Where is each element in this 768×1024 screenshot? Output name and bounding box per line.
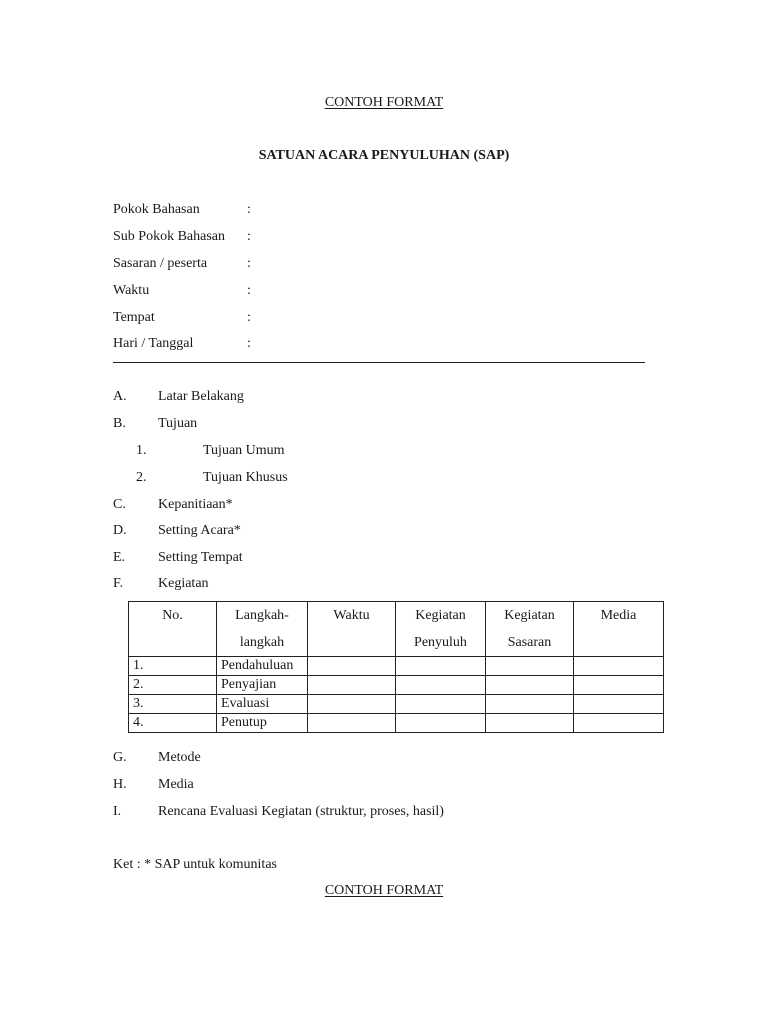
row-no: 2. xyxy=(129,676,217,695)
row-cell-empty xyxy=(486,695,574,714)
section-letter: I. xyxy=(113,804,122,819)
section-kepanitiaan: Kepanitiaan* xyxy=(158,497,233,512)
section-letter: E. xyxy=(113,550,126,565)
subsection-tujuan-umum: Tujuan Umum xyxy=(203,443,285,458)
row-cell-empty xyxy=(486,657,574,676)
field-label-pokok-bahasan: Pokok Bahasan xyxy=(113,202,200,217)
subsection-number: 2. xyxy=(136,470,147,485)
header-waktu: Waktu xyxy=(308,602,396,657)
row-no: 1. xyxy=(129,657,217,676)
subsection-tujuan-khusus: Tujuan Khusus xyxy=(203,470,288,485)
row-step: Evaluasi xyxy=(217,695,308,714)
row-cell-empty xyxy=(396,714,486,733)
section-kegiatan: Kegiatan xyxy=(158,576,209,591)
row-no: 4. xyxy=(129,714,217,733)
header-kegiatan-sasaran: Kegiatan Sasaran xyxy=(486,602,574,657)
footnote: Ket : * SAP untuk komunitas xyxy=(113,857,277,872)
field-colon: : xyxy=(247,229,251,244)
row-cell-empty xyxy=(396,676,486,695)
row-cell-empty xyxy=(396,657,486,676)
section-letter: B. xyxy=(113,416,126,431)
row-step: Penyajian xyxy=(217,676,308,695)
section-setting-acara: Setting Acara* xyxy=(158,523,241,538)
main-title: SATUAN ACARA PENYULUHAN (SAP) xyxy=(258,148,510,163)
field-label-hari-tanggal: Hari / Tanggal xyxy=(113,336,194,351)
section-setting-tempat: Setting Tempat xyxy=(158,550,243,565)
header-kegiatan-penyuluh: Kegiatan Penyuluh xyxy=(396,602,486,657)
row-step: Penutup xyxy=(217,714,308,733)
field-label-sub-pokok-bahasan: Sub Pokok Bahasan xyxy=(113,229,225,244)
section-latar-belakang: Latar Belakang xyxy=(158,389,244,404)
table-row xyxy=(129,657,664,676)
row-cell-empty xyxy=(574,714,664,733)
section-letter: D. xyxy=(113,523,127,538)
table-row xyxy=(129,714,664,733)
row-cell-empty xyxy=(396,695,486,714)
section-letter: F. xyxy=(113,576,124,591)
field-colon: : xyxy=(247,336,251,351)
table-header-row xyxy=(129,602,664,657)
row-cell-empty xyxy=(308,714,396,733)
kegiatan-table xyxy=(128,601,664,733)
row-cell-empty xyxy=(486,676,574,695)
row-step: Pendahuluan xyxy=(217,657,308,676)
section-letter: H. xyxy=(113,777,127,792)
section-tujuan: Tujuan xyxy=(158,416,198,431)
section-media: Media xyxy=(158,777,194,792)
field-colon: : xyxy=(247,202,251,217)
field-colon: : xyxy=(247,283,251,298)
section-rencana-evaluasi: Rencana Evaluasi Kegiatan (struktur, proses, hasil) xyxy=(158,804,444,819)
row-cell-empty xyxy=(308,676,396,695)
table-row xyxy=(129,695,664,714)
header-langkah: Langkah- langkah xyxy=(217,602,308,657)
row-no: 3. xyxy=(129,695,217,714)
field-label-waktu: Waktu xyxy=(113,283,150,298)
table-row xyxy=(129,676,664,695)
field-label-tempat: Tempat xyxy=(113,310,155,325)
field-colon: : xyxy=(247,256,251,271)
row-cell-empty xyxy=(574,695,664,714)
header-no: No. xyxy=(129,602,217,657)
header-title: CONTOH FORMAT xyxy=(324,95,444,110)
section-letter: G. xyxy=(113,750,127,765)
section-letter: A. xyxy=(113,389,127,404)
field-label-sasaran: Sasaran / peserta xyxy=(113,256,208,271)
section-letter: C. xyxy=(113,497,126,512)
field-colon: : xyxy=(247,310,251,325)
header-media: Media xyxy=(574,602,664,657)
row-cell-empty xyxy=(574,676,664,695)
row-cell-empty xyxy=(308,695,396,714)
row-cell-empty xyxy=(486,714,574,733)
section-metode: Metode xyxy=(158,750,201,765)
footer-title: CONTOH FORMAT xyxy=(324,883,444,898)
row-cell-empty xyxy=(308,657,396,676)
divider-line xyxy=(113,362,645,363)
row-cell-empty xyxy=(574,657,664,676)
subsection-number: 1. xyxy=(136,443,147,458)
